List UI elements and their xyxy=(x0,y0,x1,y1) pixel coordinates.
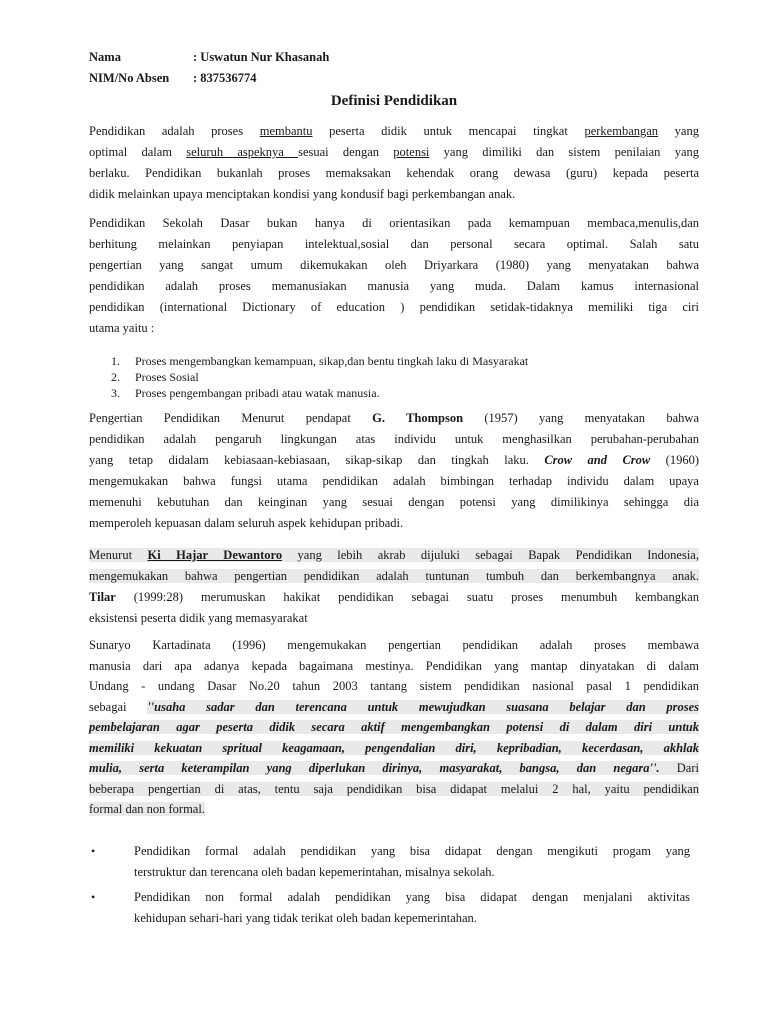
text-line: didik melainkan upaya menciptakan kondisi yang kondusif bagi perkembangan anak. xyxy=(89,187,516,201)
bullet-item xyxy=(89,887,699,929)
text-line: Pengertian Pendidikan Menurut pendapat G. Thompson (1957) yang menyatakan bahwa xyxy=(89,411,699,425)
name-value: : Uswatun Nur Khasanah xyxy=(193,50,330,64)
text-line: memperoleh kepuasan dalam seluruh aspek kehidupan pribadi. xyxy=(89,516,404,530)
nim-label: NIM/No Absen xyxy=(89,71,170,85)
text-line: pembelajaran agar peserta didik secara aktif mengembangkan potensi di dalam diri untuk xyxy=(89,720,699,734)
nim-row xyxy=(89,71,257,86)
name-row xyxy=(89,50,329,65)
text-line: memiliki kekuatan spritual keagamaan, pengendalian diri, kepribadian, kecerdasan, akhlak xyxy=(89,740,699,755)
text-line: Tilar (1999:28) merumuskan hakikat pendidikan sebagai suatu proses menumbuh kembangkan xyxy=(89,590,699,604)
text-line: eksistensi peserta didik yang memasyarakat xyxy=(89,611,308,625)
list-item: 1. Proses mengembangkan kemampuan, sikap,dan bentu tingkah laku di Masyarakat xyxy=(111,354,529,368)
text-line: mengemukakan bahwa fungsi utama pendidikan adalah bimbingan terhadap individu dalam upaya xyxy=(89,474,699,488)
text-line: Pendidikan Sekolah Dasar bukan hanya di orientasikan pada kemampuan membaca,menulis,dan xyxy=(89,216,699,230)
text-line: kehidupan sehari-hari yang tidak terikat oleh badan kepemerintahan. xyxy=(134,911,477,925)
text-line: Pendidikan adalah proses membantu peserta didik untuk mencapai tingkat perkembangan yang xyxy=(89,124,699,138)
text-line: terstruktur dan terencana oleh badan kepemerintahan, misalnya sekolah. xyxy=(134,865,495,879)
text-line: mulia, serta keterampilan yang diperlukan dirinya, masyarakat, bangsa, dan negara''. Dari xyxy=(89,761,699,775)
numbered-list xyxy=(111,353,528,401)
text-line: pendidikan adalah pengaruh lingkungan atas individu untuk menghasilkan perubahan-perubahan xyxy=(89,432,699,446)
name-label: Nama xyxy=(89,50,121,64)
text-line: optimal dalam seluruh aspeknya sesuai dengan potensi yang dimiliki dan sistem penilaian yang xyxy=(89,145,699,159)
paragraph-2 xyxy=(89,213,699,339)
text-line: sebagai ''usaha sadar dan terencana untuk mewujudkan suasana belajar dan proses xyxy=(89,699,699,714)
text-line: utama yaitu : xyxy=(89,321,155,335)
text-line: Pendidikan non formal adalah pendidikan yang bisa didapat dengan menjalani aktivitas xyxy=(134,890,690,904)
text-line: pendidikan (international Dictionary of education ) pendidikan setidak-tidaknya memiliki tiga ciri xyxy=(89,300,699,314)
text-line: memenuhi kebutuhan dan keinginan yang sesuai dengan potensi yang dimilikinya sehingga dia xyxy=(89,495,699,509)
paragraph-1 xyxy=(89,121,699,205)
list-item: 3. Proses pengembangan pribadi atau watak manusia. xyxy=(111,386,380,400)
text-line: pengertian yang sangat umum dikemukakan oleh Driyarkara (1980) yang menyatakan bahwa xyxy=(89,258,699,272)
text-line: pendidikan adalah proses memanusiakan manusia yang muda. Dalam kamus internasional xyxy=(89,279,699,293)
text-line: berlaku. Pendidikan bukanlah proses memaksakan kehendak orang dewasa (guru) kepada peserta xyxy=(89,166,699,180)
text-line: beberapa pengertian di atas, tentu saja pendidikan bisa didapat melalui 2 hal, yaitu pendidikan xyxy=(89,781,699,796)
list-item: 2. Proses Sosial xyxy=(111,370,199,384)
bullet-item xyxy=(89,841,699,883)
paragraph-3 xyxy=(89,408,699,534)
text-line: berhitung melainkan penyiapan intelektual,sosial dan personal secara optimal. Salah satu xyxy=(89,237,699,251)
paragraph-4 xyxy=(89,545,699,629)
page-title: Definisi Pendidikan xyxy=(330,93,458,109)
text-line: Undang - undang Dasar No.20 tahun 2003 tantang sistem pendidikan nasional pasal 1 pendidikan xyxy=(89,679,699,693)
text-line: Sunaryo Kartadinata (1996) mengemukakan pengertian pendidikan adalah proses membawa xyxy=(89,638,699,652)
bullet-icon: • xyxy=(91,844,96,858)
bullet-icon: • xyxy=(91,890,96,904)
text-line: formal dan non formal. xyxy=(89,802,205,816)
text-line: Pendidikan formal adalah pendidikan yang bisa didapat dengan mengikuti progam yang xyxy=(134,844,690,858)
text-line: yang tetap didalam kebiasaan-kebiasaan, sikap-sikap dan tingkah laku. Crow and Crow (1960) xyxy=(89,453,699,467)
text-line: manusia dari apa adanya kepada bagaimana mestinya. Pendidikan yang mantap dinyatakan di dalam xyxy=(89,658,699,673)
text-line: mengemukakan bahwa pengertian pendidikan adalah tuntunan tumbuh dan berkembangnya anak. xyxy=(89,569,699,583)
nim-value: : 837536774 xyxy=(193,71,257,85)
paragraph-5 xyxy=(89,635,699,820)
text-line: Menurut Ki Hajar Dewantoro yang lebih akrab dijuluki sebagai Bapak Pendidikan Indonesia, xyxy=(89,548,699,562)
